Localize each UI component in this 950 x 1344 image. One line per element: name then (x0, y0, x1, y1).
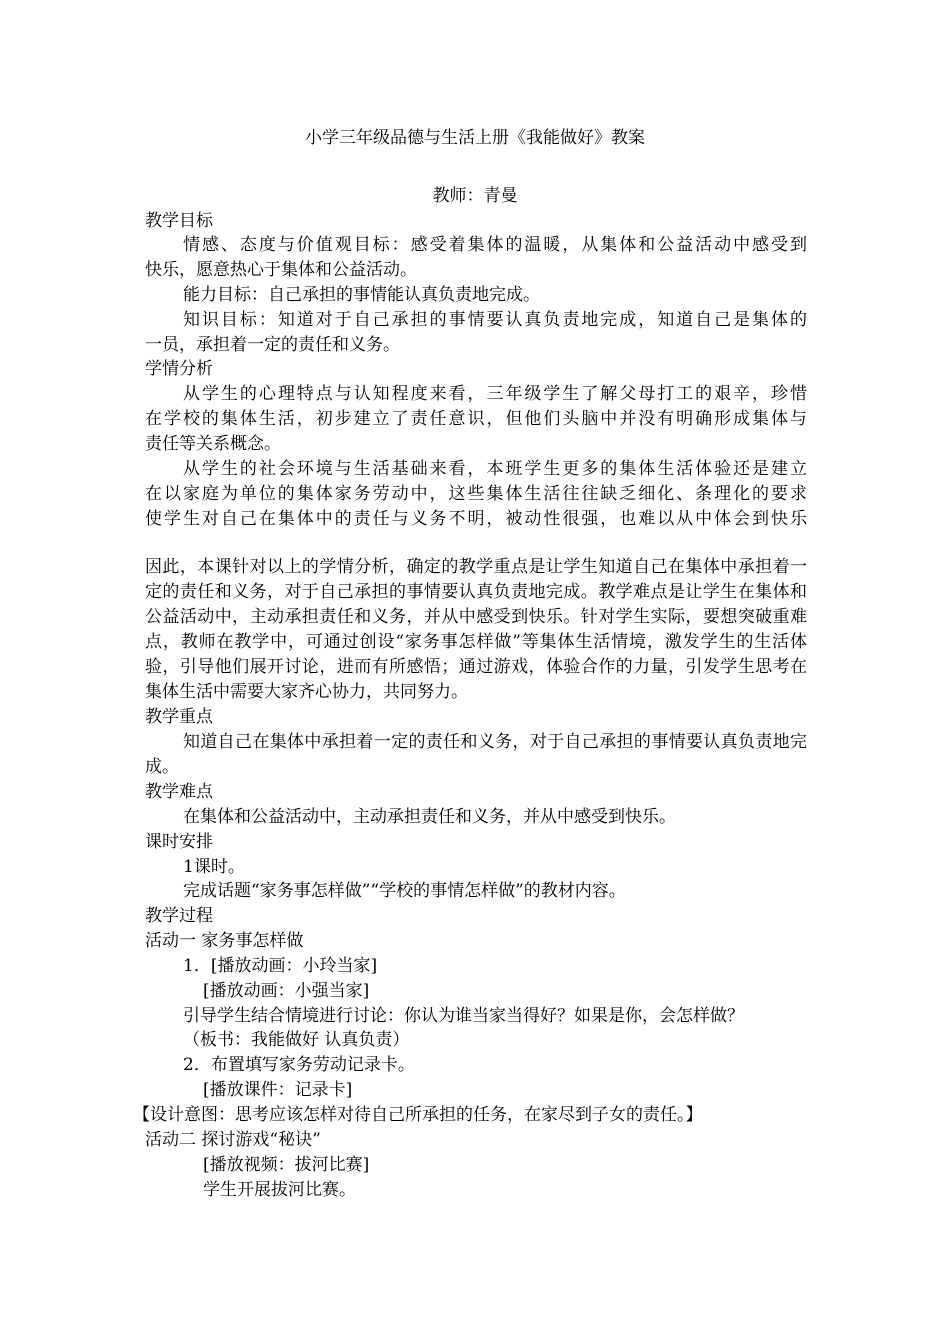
activity-1-item-1: 1．[播放动画：小玲当家] (183, 956, 378, 976)
activity-1-board: （板书：我能做好 认真负责） (183, 1030, 410, 1050)
schedule-content: 完成话题“家务事怎样做”“学校的事情怎样做”的教材内容。 (183, 881, 626, 901)
activity-1-item-1b: [播放动画：小强当家] (203, 981, 370, 1001)
activity-2-heading: 活动二 探讨游戏“秘诀” (145, 1130, 321, 1150)
analysis-2-line-3: 使学生对自己在集体中的责任与义务不明，被动性很强，也难以从中体会到快乐 (145, 509, 807, 529)
teacher-line: 教师：青曼 (432, 186, 518, 206)
analysis-1-line-3: 责任等关系概念。 (145, 434, 281, 454)
analysis-1-line-1: 从学生的心理特点与认知程度来看，三年级学生了解父母打工的艰辛，珍惜 (183, 384, 807, 404)
goal-ability: 能力目标：自己承担的事情能认真负责地完成。 (183, 285, 540, 305)
heading-difficult-point: 教学难点 (145, 782, 213, 802)
goal-knowledge-line-2: 一员，承担着一定的责任和义务。 (145, 335, 400, 355)
activity-1-guide: 引导学生结合情境进行讨论：你认为谁当家当得好？如果是你，会怎样做？ (183, 1006, 744, 1026)
heading-teaching-goals: 教学目标 (145, 211, 213, 231)
key-point-text: 知道自己在集体中承担着一定的责任和义务，对于自己承担的事情要认真负责地完成。 (145, 732, 807, 777)
design-intent-note: 【设计意图：思考应该怎样对待自己所承担的任务，在家尽到子女的责任。】 (133, 1105, 703, 1125)
goal-emotion-line-2: 快乐，愿意热心于集体和公益活动。 (145, 260, 417, 280)
analysis-2-line-1: 从学生的社会环境与生活基础来看，本班学生更多的集体生活体验还是建立 (183, 459, 807, 479)
activity-2-video: [播放视频：拔河比赛] (203, 1155, 370, 1175)
analysis-1-line-2: 在学校的集体生活，初步建立了责任意识，但他们头脑中并没有明确形成集体与 (145, 409, 807, 429)
heading-teaching-process: 教学过程 (145, 906, 213, 926)
activity-1-item-2b: [播放课件：记录卡] (203, 1080, 353, 1100)
activity-1-heading: 活动一 家务事怎样做 (145, 931, 304, 951)
schedule-hours: 1课时。 (183, 857, 245, 877)
activity-2-text: 学生开展拔河比赛。 (203, 1180, 356, 1200)
heading-key-point: 教学重点 (145, 707, 213, 727)
heading-student-analysis: 学情分析 (145, 359, 213, 379)
goal-emotion-line-1: 情感、态度与价值观目标：感受着集体的温暖，从集体和公益活动中感受到 (183, 235, 807, 255)
analysis-3-paragraph: 因此，本课针对以上的学情分析，确定的教学重点是让学生知道自己在集体中承担着一定的责任和义务，对于自己承担的事情要认真负责地完成。教学难点是让学生在集体和公益活动中，主动承担责任和义务，并从中感受到快乐。针对学生实际，要想突破重难点，教师在教学中，可通过创设“家务事怎样做”等集体生活情境，激发学生的生活体验，引导他们展开讨论，进而有所感悟；通过游戏，体验合作的力量，引发学生思考在集体生活中需要大家齐心协力，共同努力。 (145, 557, 807, 702)
activity-1-item-2: 2．布置填写家务劳动记录卡。 (183, 1055, 415, 1075)
analysis-2-line-2: 在以家庭为单位的集体家务劳动中，这些集体生活往往缺乏细化、条理化的要求 (145, 484, 807, 504)
document-title: 小学三年级品德与生活上册《我能做好》教案 (305, 128, 645, 148)
difficult-point-text: 在集体和公益活动中，主动承担责任和义务，并从中感受到快乐。 (183, 807, 676, 827)
heading-schedule: 课时安排 (145, 832, 213, 852)
goal-knowledge-line-1: 知识目标：知道对于自己承担的事情要认真负责地完成，知道自己是集体的 (183, 310, 807, 330)
